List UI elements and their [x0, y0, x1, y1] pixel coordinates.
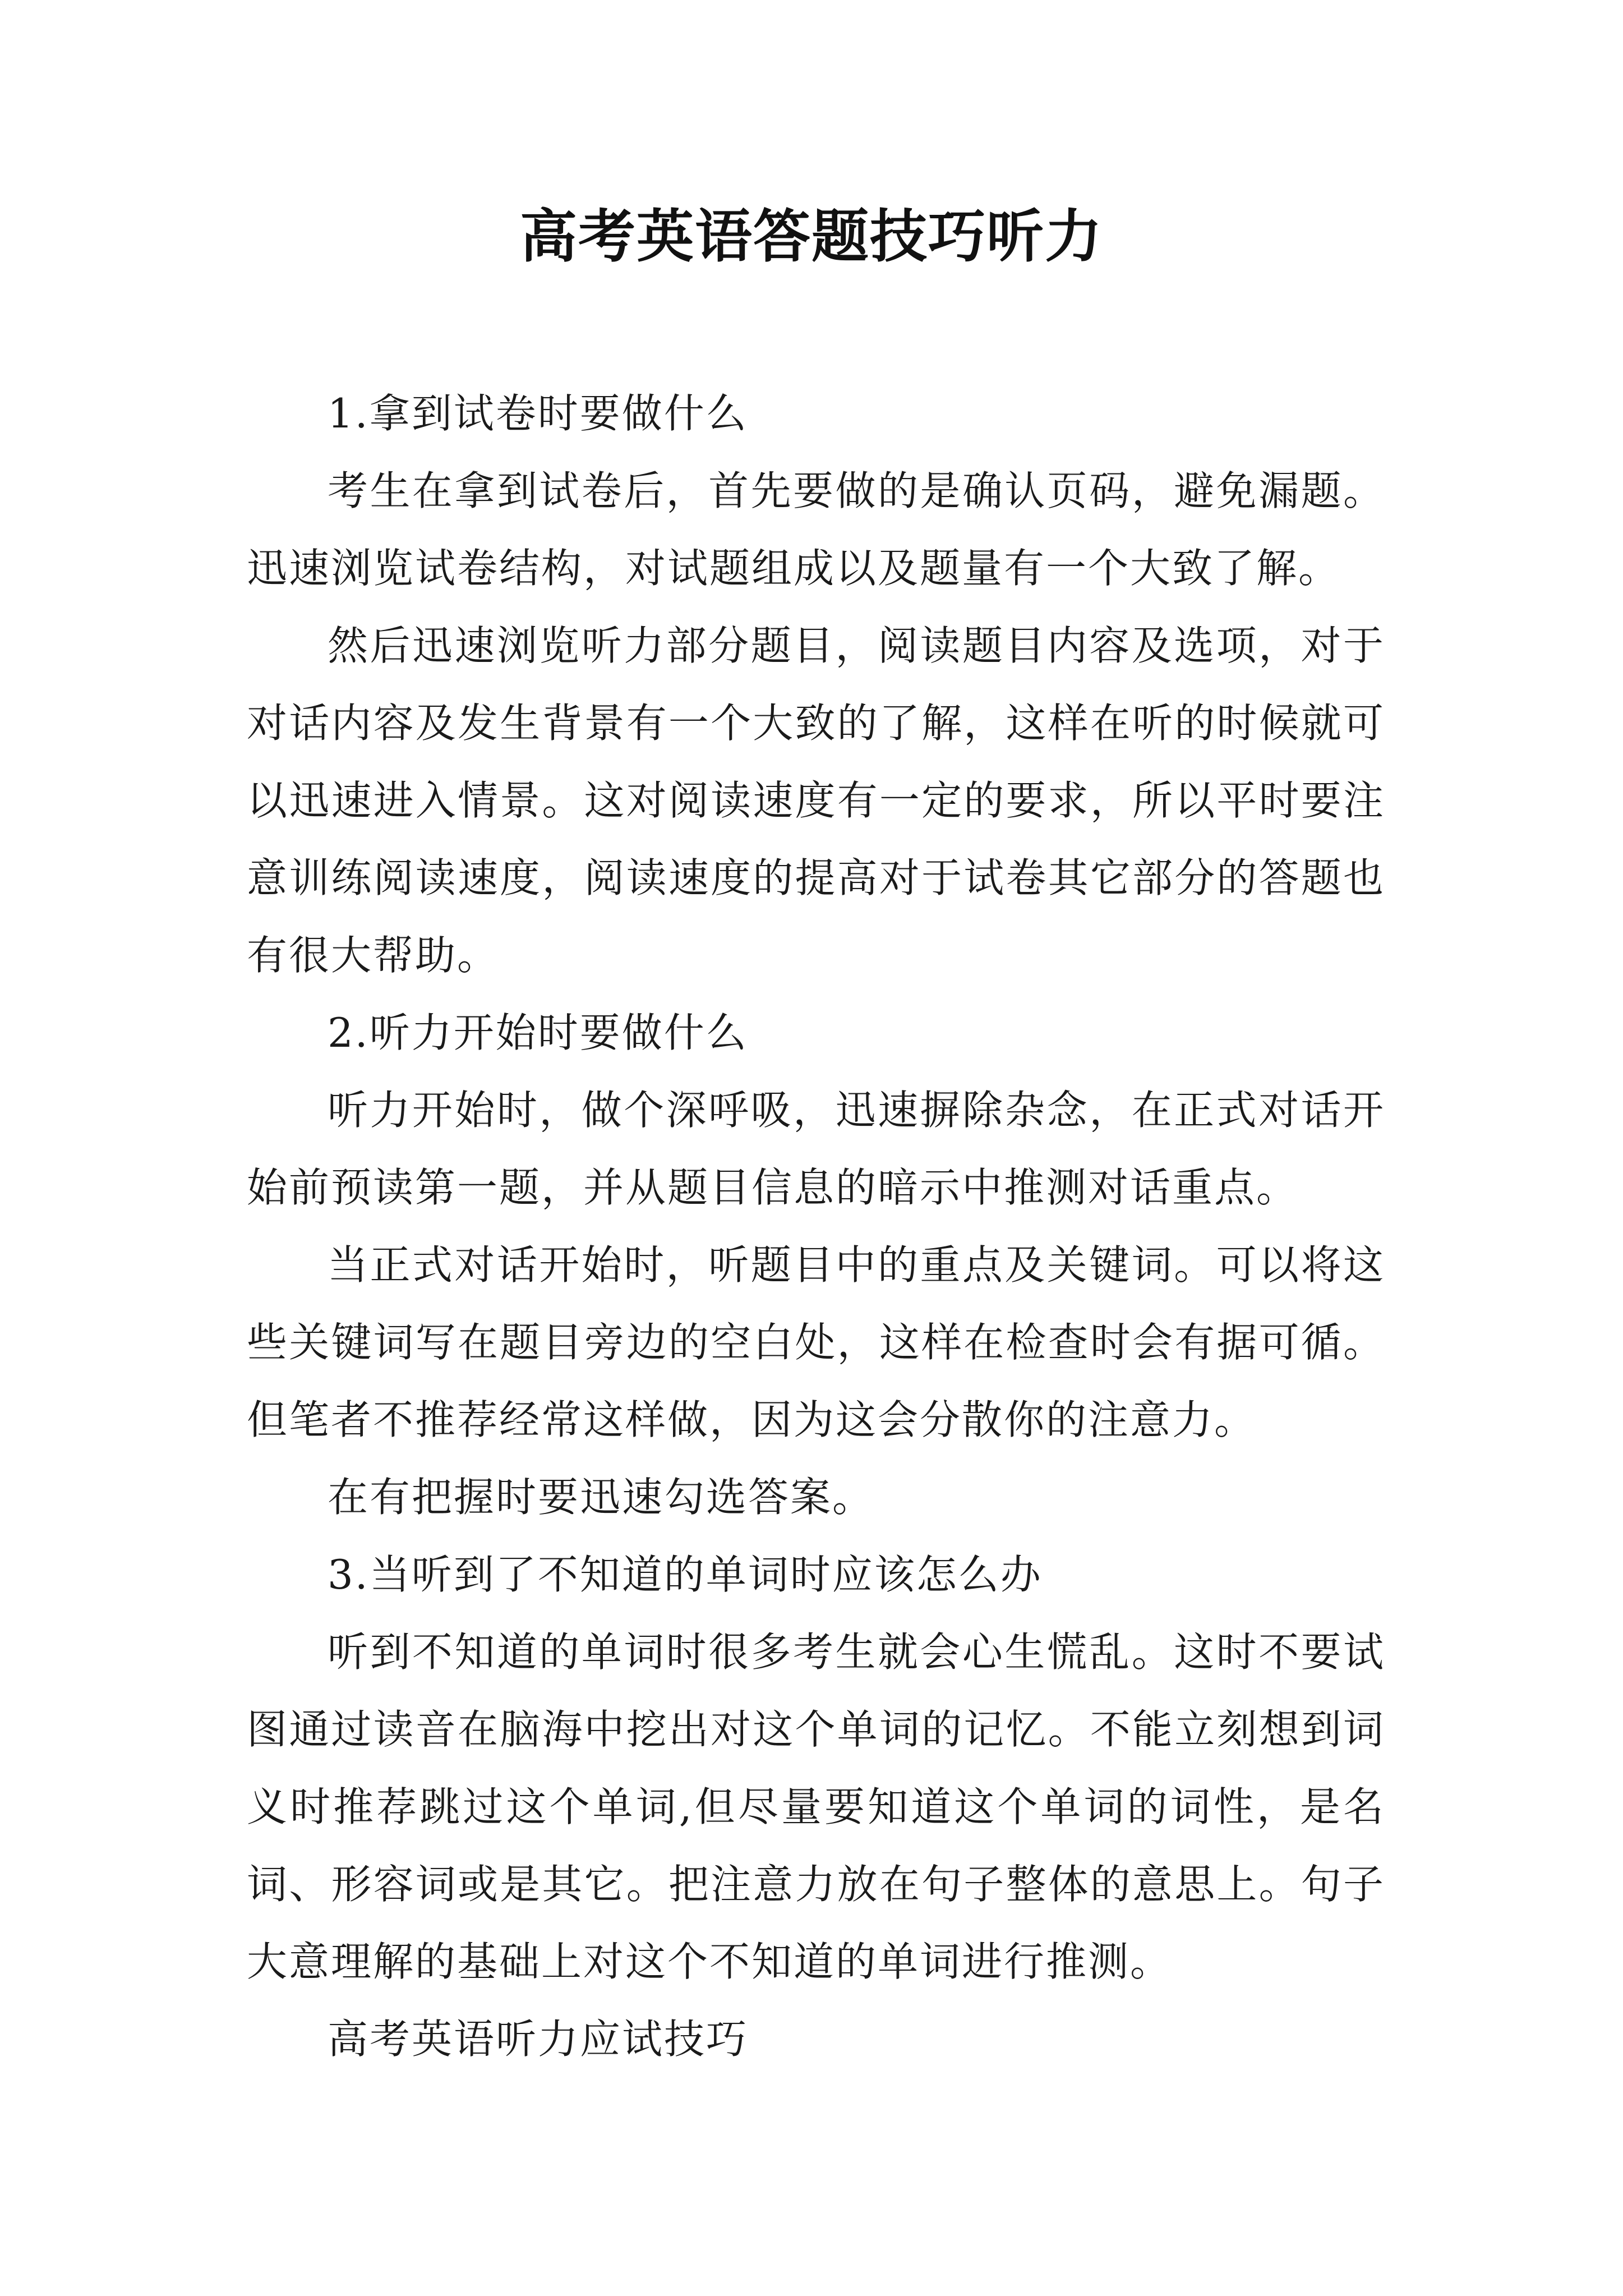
paragraph-3: 听力开始时，做个深呼吸，迅速摒除杂念，在正式对话开始前预读第一题，并从题目信息的暗示中推测对话重点。: [247, 1087, 1385, 1211]
paragraph-6: 听到不知道的单词时很多考生就会心生慌乱。这时不要试图通过读音在脑海中挖出对这个单词的记忆。不能立刻想到词义时推荐跳过这个单词,但尽量要知道这个单词的词性，是名词、形容词或是其它。把注意力放在句子整体的意思上。句子大意理解的基础上对这个不知道的单词进行推测。: [247, 1628, 1385, 1985]
section-heading: 高考英语听力应试技巧: [328, 2016, 749, 2063]
paragraph-1: 考生在拿到试卷后，首先要做的是确认页码，避免漏题。迅速浏览试卷结构，对试题组成以及题量有一个大致了解。: [247, 467, 1385, 592]
heading-2: 2.听力开始时要做什么: [328, 1009, 748, 1056]
paragraph-5: 在有把握时要迅速勾选答案。: [328, 1474, 875, 1521]
heading-1: 1.拿到试卷时要做什么: [328, 390, 748, 437]
document-title: 高考英语答题技巧听力: [520, 203, 1103, 270]
paragraph-2: 然后迅速浏览听力部分题目，阅读题目内容及选项，对于对话内容及发生背景有一个大致的了解，这样在听的时候就可以迅速进入情景。这对阅读速度有一定的要求，所以平时要注意训练阅读速度，阅读速度的提高对于试卷其它部分的答题也有很大帮助。: [247, 622, 1385, 979]
paragraph-4: 当正式对话开始时，听题目中的重点及关键词。可以将这些关键词写在题目旁边的空白处，这样在检查时会有据可循。但笔者不推荐经常这样做，因为这会分散你的注意力。: [247, 1241, 1385, 1443]
document-body: [247, 375, 1385, 2078]
heading-3: 3.当听到了不知道的单词时应该怎么办: [328, 1551, 1043, 1598]
